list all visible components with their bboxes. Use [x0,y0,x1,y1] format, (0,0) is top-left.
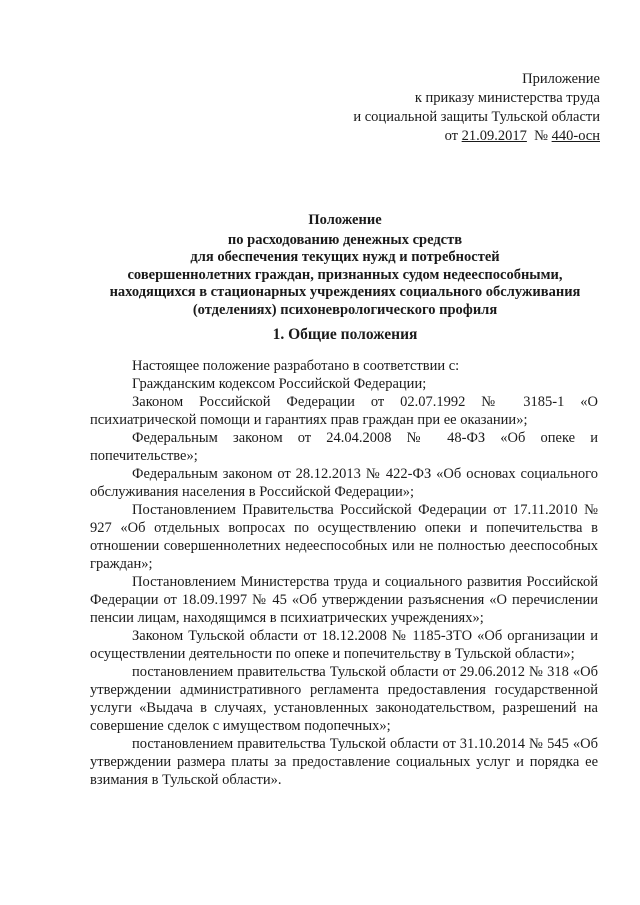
title-line-4: совершеннолетних граждан, признанных судом недееспособными, [127,266,563,283]
document-title [90,212,600,319]
number-label: № [534,128,548,144]
order-date: 21.09.2017 [461,128,527,144]
title-line-1: Положение [308,212,382,228]
paragraph-3: Законом Российской Федерации от 02.07.1992 № 3185-1 «О психиатрической помощи и гарантиях прав граждан при ее оказании»; [90,394,598,428]
appendix-line-2: к приказу министерства труда [414,90,600,106]
paragraph-6: Постановлением Правительства Российской Федерации от 17.11.2010 № 927 «Об отдельных вопросах по осуществлению опеки и попечительства в отношении совершеннолетних недееспособных или не полностью дееспособных граждан»; [90,502,598,572]
paragraph-9: постановлением правительства Тульской области от 29.06.2012 № 318 «Об утверждении административного регламента предоставления государственной услуги «Выдача в случаях, установленных законодательством, разрешений на совершение сделок с имуществом подопечных»; [90,664,598,734]
paragraph-2: Гражданским кодексом Российской Федерации; [132,376,427,392]
paragraph-4: Федеральным законом от 24.04.2008 № 48-ФЗ «Об опеке и попечительстве»; [90,430,598,464]
paragraph-1: Настоящее положение разработано в соответствии с: [132,358,460,374]
appendix-line-1: Приложение [522,71,600,87]
order-number: 440-осн [551,128,600,144]
paragraph-10: постановлением правительства Тульской области от 31.10.2014 № 545 «Об утверждении размера платы за предоставление социальных услуг и порядка ее взимания в Тульской области». [90,736,598,788]
from-label: от [444,128,459,144]
section-heading: 1. Общие положения [272,326,418,343]
title-line-6: (отделениях) психоневрологического профиля [192,301,498,318]
document-body [90,357,598,789]
paragraph-7: Постановлением Министерства труда и социального развития Российской Федерации от 18.09.1997 № 45 «Об утверждении разъяснения «О перечислении пенсии лицам, находящимся в психиатрических учреждениях»; [90,574,598,626]
title-line-5: находящихся в стационарных учреждениях социального обслуживания [109,284,581,300]
title-line-2: по расходованию денежных средств [227,231,463,248]
paragraph-8: Законом Тульской области от 18.12.2008 № 1185-ЗТО «Об организации и осуществлении деятельности по опеке и попечительству в Тульской области»; [90,628,598,662]
appendix-line-3: и социальной защиты Тульской области [353,109,600,125]
title-line-3: для обеспечения текущих нужд и потребностей [190,249,500,265]
paragraph-5: Федеральным законом от 28.12.2013 № 422-ФЗ «Об основах социального обслуживания населения в Российской Федерации»; [90,466,598,500]
appendix-order-ref [353,127,600,146]
appendix-block [353,70,600,146]
